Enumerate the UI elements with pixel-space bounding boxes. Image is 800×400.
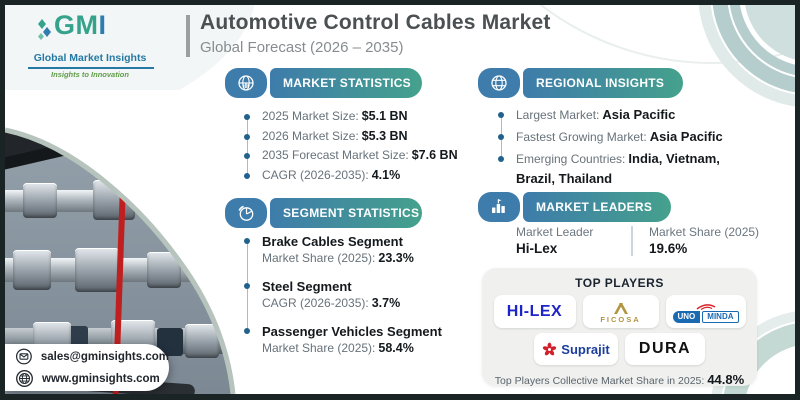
- gmi-company-name: Global Market Insights: [33, 52, 147, 64]
- top-players-row-1: [482, 295, 757, 328]
- stat-label: 2035 Forecast Market Size:: [262, 148, 409, 162]
- segment-statistics-icon-pill: [225, 198, 267, 228]
- ficosa-wordmark: FICOSA: [600, 314, 641, 324]
- market-leaders-row: [516, 225, 764, 257]
- segment-stat: [262, 250, 475, 267]
- segment-stat: [262, 340, 475, 357]
- stat-value: 4.1%: [371, 167, 401, 182]
- share-value: 19.6%: [649, 241, 688, 256]
- market-share-block: [649, 225, 764, 257]
- stat-value: $7.6 BN: [411, 148, 458, 162]
- frame-edge: [795, 0, 800, 400]
- hilex-wordmark: HI-LEX: [506, 302, 563, 320]
- segment-name: Steel Segment: [262, 279, 352, 294]
- share-label: Market Share (2025): [649, 225, 760, 239]
- market-statistics-title: MARKET STATISTICS: [270, 68, 422, 98]
- title-divider: [186, 15, 190, 57]
- list-item: [240, 278, 475, 312]
- top-players-title: TOP PLAYERS: [575, 276, 664, 290]
- top-players-row-2: [482, 333, 757, 365]
- website-globe-icon: [15, 369, 34, 388]
- list-item: [240, 146, 475, 166]
- stat-label: Market Share (2025):: [262, 341, 376, 355]
- segment-stat: [262, 295, 475, 312]
- stat-label: Largest Market:: [516, 108, 600, 122]
- minda-chip: MINDA: [702, 311, 738, 323]
- leader-label: Market Leader: [516, 225, 594, 239]
- market-leader-block: [516, 225, 631, 257]
- stat-label: CAGR (2026-2035):: [262, 167, 369, 182]
- list-item: [240, 107, 475, 127]
- market-leaders-icon-pill: [478, 192, 520, 222]
- stat-value: $5.3 BN: [361, 128, 408, 143]
- gmi-monogram: [54, 10, 107, 40]
- page-title: Automotive Control Cables Market: [200, 11, 551, 34]
- stat-value: Asia Pacific: [649, 129, 723, 144]
- podium-icon: [489, 197, 509, 217]
- suprajit-pinwheel-icon: [542, 342, 557, 357]
- contact-website-text: www.gminsights.com: [42, 372, 160, 385]
- market-statistics-list: [240, 107, 475, 185]
- stat-value: Asia Pacific: [602, 107, 676, 122]
- contact-card: [5, 344, 169, 391]
- stat-value: 23.3%: [378, 251, 414, 265]
- logo-hilex: [494, 295, 576, 328]
- market-statistics-icon-pill: [225, 68, 267, 98]
- contact-website-link[interactable]: [15, 369, 169, 388]
- logo-ficosa: [583, 295, 659, 328]
- frame-edge: [0, 0, 800, 5]
- caption-value: 44.8%: [707, 372, 745, 387]
- stat-label: CAGR (2026-2035):: [262, 296, 369, 310]
- top-players-caption: [482, 372, 757, 387]
- stat-label: 2025 Market Size:: [262, 109, 359, 123]
- leader-value: Hi-Lex: [516, 241, 558, 256]
- gmi-monogram-i: I: [98, 10, 107, 40]
- stat-label: Emerging Countries:: [516, 152, 626, 166]
- list-item: [494, 105, 752, 125]
- regional-insights-list: [494, 105, 752, 191]
- gmi-logo: [10, 6, 170, 86]
- suprajit-wordmark: Suprajit: [561, 341, 610, 357]
- stat-value: India, Vietnam, Brazil, Thailand: [516, 151, 720, 186]
- ficosa-mark-icon: [610, 303, 632, 314]
- frame-edge: [0, 394, 800, 400]
- segment-statistics-list: [240, 233, 475, 368]
- stat-value: $5.1 BN: [361, 109, 408, 123]
- email-icon: [15, 347, 33, 366]
- stat-label: 2026 Market Size:: [262, 128, 359, 143]
- pie-chart-icon: [236, 203, 256, 223]
- section-header-market-leaders: [478, 192, 671, 222]
- uno-minda-wordmark: [673, 311, 739, 323]
- segment-name: Brake Cables Segment: [262, 234, 403, 249]
- leaders-divider: [631, 226, 633, 256]
- section-header-segment-statistics: [225, 198, 422, 228]
- section-header-market-statistics: [225, 68, 422, 98]
- list-item: [240, 233, 475, 267]
- caption-label: Top Players Collective Market Share in 2025:: [494, 375, 705, 387]
- contact-email-text: sales@gminsights.com: [40, 350, 169, 363]
- uno-minda-swoosh-icon: [694, 303, 718, 310]
- globe-icon: [489, 73, 509, 93]
- stat-label: Fastest Growing Market:: [516, 130, 647, 144]
- list-item: [494, 127, 752, 147]
- gmi-logo-mark-icon: [36, 16, 52, 44]
- regional-insights-icon-pill: [478, 68, 520, 98]
- logo-suprajit: [534, 333, 618, 365]
- gmi-tagline: Insights to Innovation: [51, 70, 129, 79]
- uno-chip: UNO: [673, 311, 701, 323]
- logo-uno-minda: [666, 295, 746, 328]
- list-item: [240, 166, 475, 186]
- stat-value: 58.4%: [378, 341, 414, 355]
- dura-wordmark: DURA: [638, 340, 692, 357]
- page-subtitle: Global Forecast (2026 – 2035): [200, 39, 404, 56]
- list-item: [494, 149, 752, 189]
- stat-label: Market Share (2025):: [262, 251, 376, 265]
- gmi-logo-rule: [28, 67, 154, 69]
- contact-email-link[interactable]: [15, 347, 169, 366]
- stat-value: 3.7%: [371, 296, 401, 310]
- segment-name: Passenger Vehicles Segment: [262, 324, 442, 339]
- section-header-regional-insights: [478, 68, 683, 98]
- list-item: [240, 323, 475, 357]
- gmi-monogram-gm: GM: [54, 10, 99, 40]
- market-leaders-title: MARKET LEADERS: [523, 192, 671, 222]
- list-item: [240, 127, 475, 147]
- frame-edge: [0, 0, 5, 400]
- regional-insights-title: REGIONAL INSIGHTS: [523, 68, 683, 98]
- logo-dura: [625, 333, 705, 365]
- top-players-panel: [482, 268, 757, 386]
- segment-statistics-title: SEGMENT STATISTICS: [270, 198, 422, 228]
- globe-chart-icon: [236, 73, 256, 93]
